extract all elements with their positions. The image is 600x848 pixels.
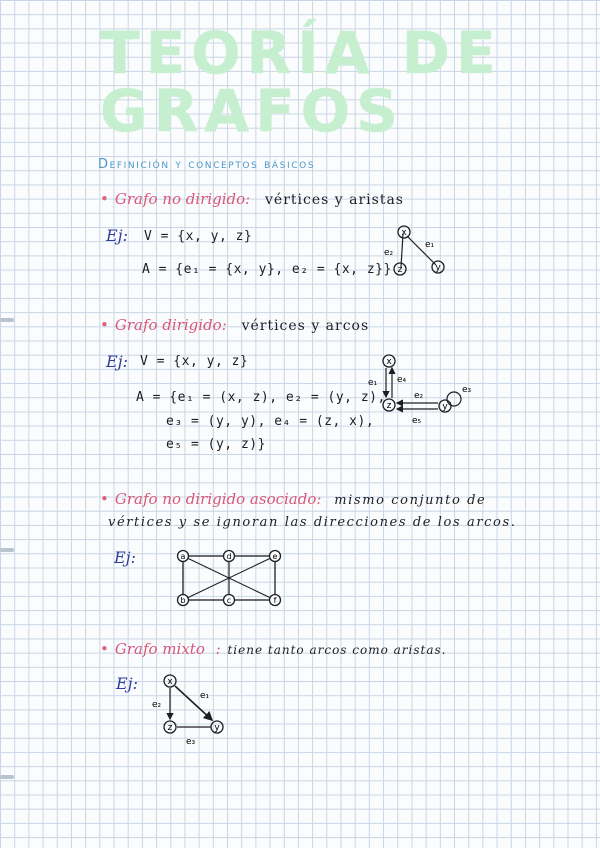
- edge-label: e₁: [368, 378, 378, 388]
- term-associated: Grafo no dirigido asociado: [114, 490, 317, 508]
- term-colon: :: [215, 640, 221, 658]
- term-directed: Grafo dirigido: [114, 316, 222, 334]
- edge-line: [401, 234, 403, 267]
- mixed-graph-figure: [148, 670, 238, 748]
- term-undirected: Grafo no dirigido: [114, 190, 246, 208]
- term-colon: :: [245, 190, 251, 208]
- node-label: a: [180, 552, 186, 561]
- edge-label: e₃: [186, 737, 196, 747]
- binder-hole: [0, 318, 14, 322]
- title-line-1: TEORÍA DE: [100, 19, 502, 87]
- desc-undirected: vértices y aristas: [265, 192, 404, 208]
- desc-mixed: tiene tanto arcos como aristas.: [227, 643, 447, 657]
- edge-label: e₂: [384, 248, 394, 258]
- bullet-directed: • Grafo dirigido: vértices y arcos: [100, 316, 370, 334]
- arc-set-line-1: A = {e₁ = (x, z), e₂ = (y, z),: [136, 390, 386, 405]
- undirected-graph-figure: [375, 222, 455, 282]
- desc-associated-2: vértices y se ignoran las direcciones de los arcos.: [108, 515, 517, 530]
- node-label: e: [272, 552, 278, 561]
- bullet-associated: • Grafo no dirigido asociado: mismo conjunto de: [100, 490, 487, 508]
- node-label: f: [273, 596, 277, 605]
- title-line-2: GRAFOS: [100, 77, 404, 145]
- vertex-set: V = {x, y, z}: [140, 354, 249, 369]
- associated-graph-figure: [170, 545, 285, 611]
- edge-label: e₃: [462, 385, 472, 395]
- node-label: y: [435, 263, 441, 273]
- term-mixed: Grafo mixto: [114, 640, 205, 658]
- desc-directed: vértices y arcos: [241, 318, 370, 334]
- edge-label: e₂: [414, 391, 424, 401]
- section-heading: Definición y conceptos básicos: [98, 157, 316, 172]
- node-label: x: [167, 677, 173, 687]
- term-colon: :: [316, 490, 322, 508]
- term-colon: :: [221, 316, 227, 334]
- bullet-undirected: • Grafo no dirigido: vértices y aristas: [100, 190, 404, 208]
- node-label: z: [386, 401, 392, 411]
- arc-set-line-2: e₃ = (y, y), e₄ = (z, x),: [166, 414, 375, 429]
- loop-arc: [447, 392, 461, 406]
- binder-hole: [0, 775, 14, 779]
- bullet-mixed: • Grafo mixto : tiene tanto arcos como aristas.: [100, 640, 447, 658]
- edge-set: A = {e₁ = {x, y}, e₂ = {x, z}}: [142, 262, 392, 277]
- edge-label: e₁: [200, 691, 210, 701]
- edge-label: e₂: [152, 700, 162, 710]
- arc-set-line-3: e₅ = (y, z)}: [166, 437, 266, 452]
- node-label: x: [386, 357, 392, 367]
- ej-label: Ej:: [114, 548, 137, 567]
- edge-label: e₁: [425, 240, 435, 250]
- node-label: z: [397, 265, 403, 275]
- node-label: z: [167, 723, 173, 733]
- desc-associated-1: mismo conjunto de: [334, 493, 487, 508]
- ej-label: Ej:: [106, 352, 129, 371]
- directed-graph-figure: [368, 348, 478, 428]
- node-label: b: [180, 596, 186, 605]
- node-label: x: [401, 228, 407, 238]
- binder-hole: [0, 548, 14, 552]
- vertex-set: V = {x, y, z}: [144, 229, 253, 244]
- ej-label: Ej:: [116, 674, 139, 693]
- node-label: d: [226, 552, 232, 561]
- node-label: y: [214, 723, 220, 733]
- node-label: c: [226, 596, 232, 605]
- edge-label: e₅: [412, 416, 422, 426]
- node-label: y: [442, 402, 448, 412]
- ej-label: Ej:: [106, 226, 129, 245]
- edge-label: e₄: [397, 375, 407, 385]
